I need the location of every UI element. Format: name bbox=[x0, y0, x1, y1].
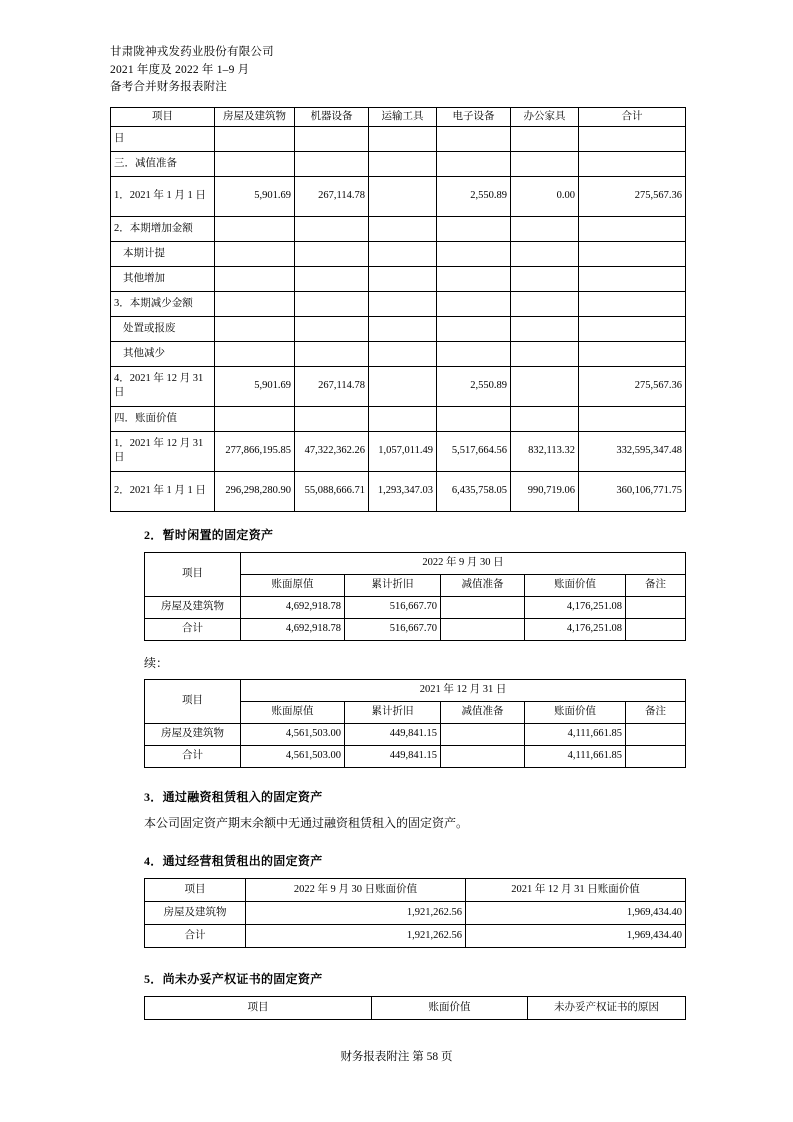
row-label: 房屋及建筑物 bbox=[145, 901, 246, 924]
cell-buildings bbox=[215, 406, 295, 431]
cell-accum-depreciation: 449,841.15 bbox=[345, 723, 441, 745]
cell-furniture bbox=[511, 366, 579, 406]
col-header-item: 项目 bbox=[145, 878, 246, 901]
table-header-row bbox=[145, 679, 686, 701]
cell-book-value: 4,176,251.08 bbox=[525, 618, 626, 640]
table-row bbox=[111, 406, 686, 431]
cell-total bbox=[579, 341, 686, 366]
cell-buildings bbox=[215, 216, 295, 241]
table-row bbox=[111, 241, 686, 266]
col-header-machinery: 机器设备 bbox=[295, 107, 369, 126]
table-row bbox=[111, 291, 686, 316]
col-header-book-value: 账面价值 bbox=[372, 996, 528, 1019]
col-header-original-value: 账面原值 bbox=[241, 701, 345, 723]
cell-furniture: 990,719.06 bbox=[511, 471, 579, 511]
cell-remark bbox=[626, 618, 686, 640]
table-header-row bbox=[145, 878, 686, 901]
document-header bbox=[110, 44, 685, 97]
page-content bbox=[110, 44, 685, 1020]
cell-machinery bbox=[295, 341, 369, 366]
col-header-date: 2021 年 12 月 31 日 bbox=[241, 679, 686, 701]
table-row bbox=[145, 618, 686, 640]
cell-transport bbox=[369, 316, 437, 341]
cell-buildings: 277,866,195.85 bbox=[215, 431, 295, 471]
row-label: 房屋及建筑物 bbox=[145, 596, 241, 618]
table-row bbox=[111, 176, 686, 216]
cell-electronic bbox=[437, 316, 511, 341]
row-label: 2．本期增加金额 bbox=[111, 216, 215, 241]
row-label: 合计 bbox=[145, 924, 246, 947]
cell-machinery bbox=[295, 216, 369, 241]
table-header-row bbox=[111, 107, 686, 126]
cell-buildings bbox=[215, 291, 295, 316]
cell-original-value: 4,692,918.78 bbox=[241, 596, 345, 618]
col-header-buildings: 房屋及建筑物 bbox=[215, 107, 295, 126]
cell-book-value: 4,111,661.85 bbox=[525, 745, 626, 767]
cell-accum-depreciation: 516,667.70 bbox=[345, 596, 441, 618]
page-footer: 财务报表附注 第 58 页 bbox=[340, 1051, 453, 1063]
table-row bbox=[111, 216, 686, 241]
table-row bbox=[111, 126, 686, 151]
row-label: 3．本期减少金额 bbox=[111, 291, 215, 316]
cell-remark bbox=[626, 745, 686, 767]
cell-furniture bbox=[511, 341, 579, 366]
operating-lease-table-wrap bbox=[144, 878, 685, 948]
col-header-original-value: 账面原值 bbox=[241, 574, 345, 596]
cell-furniture: 832,113.32 bbox=[511, 431, 579, 471]
row-label: 三．减值准备 bbox=[111, 151, 215, 176]
cell-total bbox=[579, 151, 686, 176]
row-label: 其他增加 bbox=[111, 266, 215, 291]
cell-transport: 1,057,011.49 bbox=[369, 431, 437, 471]
table-header-row bbox=[145, 996, 686, 1019]
header-company-name: 甘肃陇神戎发药业股份有限公司 bbox=[110, 46, 274, 58]
cell-furniture bbox=[511, 406, 579, 431]
table-row bbox=[111, 471, 686, 511]
cell-buildings bbox=[215, 341, 295, 366]
cell-total bbox=[579, 126, 686, 151]
col-header-impairment: 减值准备 bbox=[441, 701, 525, 723]
table-row bbox=[111, 431, 686, 471]
col-header-book-value: 账面价值 bbox=[525, 574, 626, 596]
cell-electronic bbox=[437, 126, 511, 151]
idle-assets-2021-table bbox=[144, 679, 686, 768]
cell-buildings: 5,901.69 bbox=[215, 176, 295, 216]
cell-transport bbox=[369, 151, 437, 176]
cell-buildings bbox=[215, 126, 295, 151]
cell-machinery: 55,088,666.71 bbox=[295, 471, 369, 511]
col-header-reason: 未办妥产权证书的原因 bbox=[528, 996, 686, 1019]
cell-electronic bbox=[437, 151, 511, 176]
cell-book-value-2021: 1,969,434.40 bbox=[466, 901, 686, 924]
table-header-row bbox=[145, 552, 686, 574]
cell-machinery bbox=[295, 241, 369, 266]
row-label: 其他减少 bbox=[111, 341, 215, 366]
cell-furniture bbox=[511, 216, 579, 241]
cell-electronic bbox=[437, 266, 511, 291]
cell-book-value-2022: 1,921,262.56 bbox=[246, 924, 466, 947]
table-row bbox=[111, 266, 686, 291]
cell-furniture: 0.00 bbox=[511, 176, 579, 216]
cell-total bbox=[579, 316, 686, 341]
col-header-item: 项目 bbox=[145, 679, 241, 723]
cell-electronic bbox=[437, 241, 511, 266]
cell-machinery: 267,114.78 bbox=[295, 176, 369, 216]
cell-machinery bbox=[295, 151, 369, 176]
cell-book-value: 4,111,661.85 bbox=[525, 723, 626, 745]
cell-furniture bbox=[511, 291, 579, 316]
row-label: 1．2021 年 12 月 31 日 bbox=[111, 431, 215, 471]
cell-transport bbox=[369, 266, 437, 291]
cell-transport bbox=[369, 341, 437, 366]
cell-electronic bbox=[437, 341, 511, 366]
cell-furniture bbox=[511, 126, 579, 151]
cell-total bbox=[579, 241, 686, 266]
cell-transport bbox=[369, 126, 437, 151]
cell-impairment bbox=[441, 745, 525, 767]
cell-buildings bbox=[215, 241, 295, 266]
row-label: 合计 bbox=[145, 745, 241, 767]
cell-total: 332,595,347.48 bbox=[579, 431, 686, 471]
no-title-certificate-table-wrap bbox=[144, 996, 685, 1020]
cell-total: 275,567.36 bbox=[579, 176, 686, 216]
section-3-title: 3．通过融资租赁租入的固定资产 bbox=[144, 789, 323, 804]
cell-accum-depreciation: 516,667.70 bbox=[345, 618, 441, 640]
cell-electronic bbox=[437, 406, 511, 431]
header-report-title: 备考合并财务报表附注 bbox=[110, 81, 227, 93]
row-label: 4．2021 年 12 月 31 日 bbox=[111, 366, 215, 406]
cell-electronic bbox=[437, 291, 511, 316]
cell-buildings bbox=[215, 266, 295, 291]
cell-original-value: 4,561,503.00 bbox=[241, 723, 345, 745]
cell-impairment bbox=[441, 596, 525, 618]
col-header-item: 项目 bbox=[145, 552, 241, 596]
cell-original-value: 4,692,918.78 bbox=[241, 618, 345, 640]
col-header-book-value-2022: 2022 年 9 月 30 日账面价值 bbox=[246, 878, 466, 901]
row-label: 处置或报废 bbox=[111, 316, 215, 341]
cell-buildings bbox=[215, 151, 295, 176]
table-row bbox=[145, 723, 686, 745]
idle-assets-2021-table-wrap bbox=[144, 679, 685, 768]
table-row bbox=[111, 366, 686, 406]
col-header-remark: 备注 bbox=[626, 574, 686, 596]
cell-buildings bbox=[215, 316, 295, 341]
row-label: 本期计提 bbox=[111, 241, 215, 266]
table-row bbox=[111, 341, 686, 366]
col-header-date: 2022 年 9 月 30 日 bbox=[241, 552, 686, 574]
table-row bbox=[145, 596, 686, 618]
cell-furniture bbox=[511, 316, 579, 341]
cell-total: 360,106,771.75 bbox=[579, 471, 686, 511]
cell-furniture bbox=[511, 151, 579, 176]
row-label: 2．2021 年 1 月 1 日 bbox=[111, 471, 215, 511]
cell-total bbox=[579, 266, 686, 291]
section-2-title: 2．暂时闲置的固定资产 bbox=[144, 527, 274, 542]
cell-electronic: 2,550.89 bbox=[437, 176, 511, 216]
cell-electronic: 5,517,664.56 bbox=[437, 431, 511, 471]
cell-transport bbox=[369, 406, 437, 431]
cell-impairment bbox=[441, 723, 525, 745]
table-row bbox=[145, 745, 686, 767]
cell-transport bbox=[369, 366, 437, 406]
col-header-transport: 运输工具 bbox=[369, 107, 437, 126]
col-header-accum-depreciation: 累计折旧 bbox=[345, 701, 441, 723]
cell-transport bbox=[369, 176, 437, 216]
cell-transport bbox=[369, 291, 437, 316]
table-row bbox=[145, 924, 686, 947]
cell-total bbox=[579, 216, 686, 241]
section-3-paragraph: 本公司固定资产期末余额中无通过融资租赁租入的固定资产。 bbox=[144, 815, 469, 830]
fixed-assets-impairment-table-wrap bbox=[110, 107, 685, 512]
col-header-book-value-2021: 2021 年 12 月 31 日账面价值 bbox=[466, 878, 686, 901]
fixed-assets-impairment-table bbox=[110, 107, 686, 512]
cell-total bbox=[579, 406, 686, 431]
cell-transport bbox=[369, 241, 437, 266]
cell-electronic: 2,550.89 bbox=[437, 366, 511, 406]
section-5-title: 5．尚未办妥产权证书的固定资产 bbox=[144, 971, 323, 986]
table-row bbox=[111, 151, 686, 176]
cell-accum-depreciation: 449,841.15 bbox=[345, 745, 441, 767]
idle-assets-2022-table bbox=[144, 552, 686, 641]
cell-transport bbox=[369, 216, 437, 241]
col-header-accum-depreciation: 累计折旧 bbox=[345, 574, 441, 596]
col-header-item: 项目 bbox=[111, 107, 215, 126]
cell-remark bbox=[626, 723, 686, 745]
cell-book-value: 4,176,251.08 bbox=[525, 596, 626, 618]
cell-machinery bbox=[295, 316, 369, 341]
col-header-book-value: 账面价值 bbox=[525, 701, 626, 723]
row-label: 房屋及建筑物 bbox=[145, 723, 241, 745]
idle-assets-2022-table-wrap bbox=[144, 552, 685, 641]
col-header-item: 项目 bbox=[145, 996, 372, 1019]
table-body bbox=[111, 126, 686, 511]
cell-transport: 1,293,347.03 bbox=[369, 471, 437, 511]
cell-electronic bbox=[437, 216, 511, 241]
row-label: 日 bbox=[111, 126, 215, 151]
col-header-electronic: 电子设备 bbox=[437, 107, 511, 126]
cell-book-value-2022: 1,921,262.56 bbox=[246, 901, 466, 924]
table-row bbox=[145, 901, 686, 924]
row-label: 1．2021 年 1 月 1 日 bbox=[111, 176, 215, 216]
cell-machinery: 47,322,362.26 bbox=[295, 431, 369, 471]
col-header-impairment: 减值准备 bbox=[441, 574, 525, 596]
cell-buildings: 5,901.69 bbox=[215, 366, 295, 406]
cell-remark bbox=[626, 596, 686, 618]
cell-furniture bbox=[511, 241, 579, 266]
cell-total bbox=[579, 291, 686, 316]
col-header-total: 合计 bbox=[579, 107, 686, 126]
cell-machinery bbox=[295, 126, 369, 151]
col-header-furniture: 办公家具 bbox=[511, 107, 579, 126]
header-period: 2021 年度及 2022 年 1–9 月 bbox=[110, 63, 250, 76]
cell-impairment bbox=[441, 618, 525, 640]
cell-book-value-2021: 1,969,434.40 bbox=[466, 924, 686, 947]
operating-lease-table bbox=[144, 878, 686, 948]
row-label: 四．账面价值 bbox=[111, 406, 215, 431]
cell-machinery bbox=[295, 266, 369, 291]
cell-buildings: 296,298,280.90 bbox=[215, 471, 295, 511]
no-title-certificate-table bbox=[144, 996, 686, 1020]
cell-machinery bbox=[295, 406, 369, 431]
section-4-title: 4．通过经营租赁租出的固定资产 bbox=[144, 853, 323, 868]
cell-original-value: 4,561,503.00 bbox=[241, 745, 345, 767]
cell-machinery bbox=[295, 291, 369, 316]
cell-electronic: 6,435,758.05 bbox=[437, 471, 511, 511]
cell-machinery: 267,114.78 bbox=[295, 366, 369, 406]
cell-furniture bbox=[511, 266, 579, 291]
cell-total: 275,567.36 bbox=[579, 366, 686, 406]
table-row bbox=[111, 316, 686, 341]
col-header-remark: 备注 bbox=[626, 701, 686, 723]
continued-label: 续： bbox=[144, 655, 169, 670]
row-label: 合计 bbox=[145, 618, 241, 640]
